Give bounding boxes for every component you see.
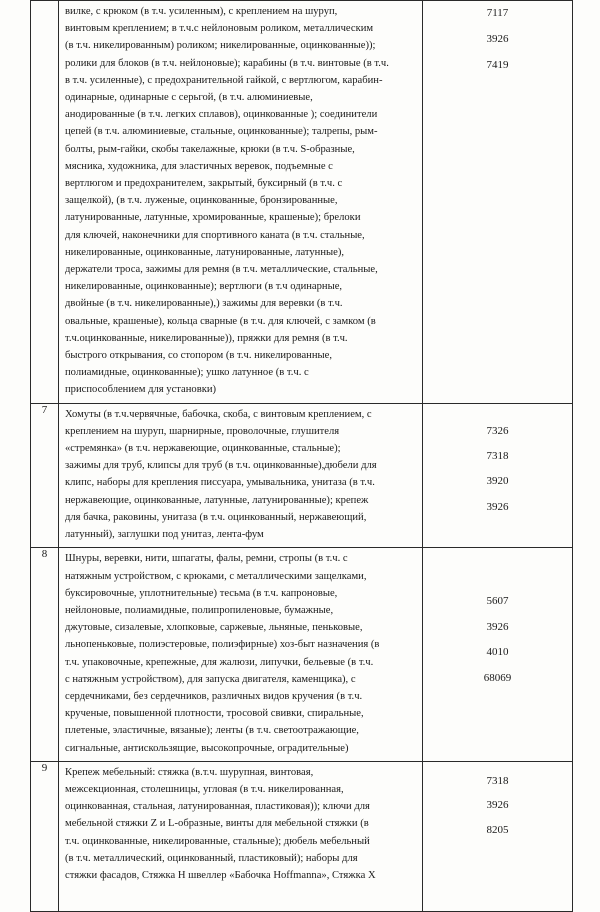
goods-description <box>59 403 423 548</box>
description-line: держатели троса, зажимы для ремня (в т.ч. металлические, стальные, <box>65 264 378 276</box>
description-text <box>59 548 422 760</box>
description-line: анодированные (в т.ч. легких сплавов), оцинкованные ); соединители <box>65 109 378 121</box>
table-row <box>31 761 573 911</box>
description-line: клипс, наборы для крепления писсуара, умывальника, унитаза (в т.ч. <box>65 477 375 489</box>
table-row <box>31 403 573 548</box>
code-value: 7326 <box>486 424 509 437</box>
description-line: межсекционная, столешницы, угловая (в т.ч. никелированная, <box>65 783 344 795</box>
description-line: т.ч. оцинкованные, никелированные, стальные); дюбель мебельный <box>65 835 370 847</box>
description-line: Хомуты (в т.ч.червячные, бабочка, скоба, с винтовым креплением, с <box>65 408 372 420</box>
description-line: никелированные, оцинкованные, латунированные, латунные), <box>65 246 345 258</box>
table-row <box>31 1 573 404</box>
row-number: 7 <box>31 403 59 548</box>
description-line: ролики для блоков (в т.ч. нейлоновые); карабины (в т.ч. винтовые (в т.ч. <box>65 57 389 69</box>
code-value: 3926 <box>486 500 509 513</box>
description-line: латунный), заглушки под унитаз, лента-фум <box>65 529 264 541</box>
description-line: стяжки фасадов, Стяжка H швеллер «Бабочка Hoffmanna», Стяжка X <box>65 869 376 881</box>
code-value: 7117 <box>486 7 509 19</box>
description-line: болты, рым-гайки, скобы такелажные, крюки (в т.ч. S-образные, <box>65 143 355 155</box>
code-value: 4010 <box>486 646 509 659</box>
description-line: быстрого открывания, со стопором (в т.ч. никелированные, <box>65 350 332 362</box>
description-line: сигнальные, антискользящие, высокопрочные, оградительные) <box>65 742 349 754</box>
code-value: 5607 <box>486 595 509 608</box>
description-line: латунированные, латунные, хромированные, крашеные); брелоки <box>65 212 361 224</box>
description-line: плетеные, эластичные, вязаные); ленты (в т.ч. светоотражающие, <box>65 725 359 737</box>
description-line: креплением на шуруп, шарнирные, проволочные, глушителя <box>65 425 340 437</box>
goods-description <box>59 548 423 761</box>
code-value: 68069 <box>483 672 512 685</box>
description-line: натяжным устройством, с крюками, с металлическими защелками, <box>65 570 367 582</box>
description-line: т.ч. упаковочные, крепежные, для жалюзи, липучки, бельевые (в т.ч. <box>65 656 374 668</box>
description-line: двойные (в т.ч. никелированные),) зажимы для веревки (в т.ч. <box>65 298 343 310</box>
description-text <box>59 1 422 403</box>
goods-description <box>59 761 423 911</box>
description-line: мясника, художника, для эластичных веревок, подъемные с <box>65 160 333 172</box>
description-line: нержавеющие, оцинкованные, латунные, латунированные); крепеж <box>65 494 369 506</box>
row-number: 8 <box>31 548 59 761</box>
description-line: никелированные, оцинкованные); вертлюги (в т.ч одинарные, <box>65 281 343 293</box>
description-line: цепей (в т.ч. алюминиевые, стальные, оцинкованные); талрепы, рым- <box>65 126 378 138</box>
code-value: 3920 <box>486 474 509 487</box>
description-line: Крепеж мебельный: стяжка (в.т.ч. шурупная, винтовая, <box>65 766 314 778</box>
row-number: 9 <box>31 761 59 911</box>
description-line: Шнуры, веревки, нити, шпагаты, фалы, ремни, стропы (в т.ч. с <box>65 553 348 565</box>
description-line: нейлоновые, полиамидные, полипропиленовые, бумажные, <box>65 604 334 616</box>
code-value: 7419 <box>486 59 509 71</box>
goods-description <box>59 1 423 404</box>
description-line: приспособлением для установки) <box>65 384 217 396</box>
description-line: полиамидные, оцинкованные); ушко латунное (в т.ч. с <box>65 367 309 379</box>
code-value: 7318 <box>486 449 509 462</box>
code-value: 8205 <box>486 823 509 836</box>
description-text <box>59 404 422 548</box>
description-line: «стремянка» (в т.ч. нержавеющие, оцинкованные, стальные); <box>65 443 341 455</box>
description-line: защелкой), (в т.ч. луженые, оцинкованные, бронзированные, <box>65 195 338 207</box>
description-line: оцинкованная, стальная, латунированная, пластиковая)); ключи для <box>65 801 370 813</box>
description-line: винтовым креплением; в т.ч.с нейлоновым роликом, металлическим <box>65 23 374 35</box>
description-line: мебельной стяжки Z и L-образные, винты для мебельной стяжки (в <box>65 818 369 830</box>
tnved-codes <box>423 403 573 548</box>
code-value: 3926 <box>486 798 509 811</box>
description-line: (в т.ч. металлический, оцинкованный, пластиковый); наборы для <box>65 852 358 864</box>
description-line: для бачка, раковины, унитаза (в т.ч. оцинкованный, нержавеющий, <box>65 511 367 523</box>
code-value: 3926 <box>486 621 509 634</box>
description-line: вертлюгом и предохранителем, закрытый, буксирный (в т.ч. с <box>65 178 343 190</box>
tnved-codes <box>423 548 573 761</box>
description-line: крученые, повышенной плотности, тросовой свивки, спиральные, <box>65 708 364 720</box>
row-number <box>31 1 59 404</box>
tnved-codes <box>423 1 573 404</box>
description-text <box>59 762 422 888</box>
table-row <box>31 548 573 761</box>
description-line: (в т.ч. никелированным) роликом; никелированные, оцинкованные)); <box>65 40 376 52</box>
description-line: зажимы для труб, клипсы для труб (в т.ч. оцинкованные),дюбели для <box>65 460 377 472</box>
description-line: овальные, крашеные), кольца сварные (в т.ч. для ключей, с замком (в <box>65 315 376 327</box>
goods-table <box>30 0 573 912</box>
description-line: в т.ч. усиленные), с предохранительной гайкой, с вертлюгом, карабин- <box>65 74 383 86</box>
description-line: буксировочные, уплотнительные) тесьма (в т.ч. капроновые, <box>65 587 338 599</box>
description-line: сердечниками, без сердечников, различных видов кручения (в т.ч. <box>65 690 363 702</box>
description-line: с натяжным устройством), для запуска двигателя, каменщика), с <box>65 673 356 685</box>
description-line: вилке, с крюком (в т.ч. усиленным), с креплением на шуруп, <box>65 6 338 17</box>
description-line: т.ч.оцинкованные, никелированные)), пряжки для ремня (в т.ч. <box>65 332 348 344</box>
code-value: 7318 <box>486 774 509 787</box>
code-value: 3926 <box>486 33 509 45</box>
description-line: джутовые, сизалевые, хлопковые, саржевые, льняные, пеньковые, <box>65 622 363 634</box>
tnved-codes <box>423 761 573 911</box>
description-line: для ключей, наконечники для спортивного каната (в т.ч. стальные, <box>65 229 365 241</box>
description-line: одинарные, одинарные с серьгой, (в т.ч. алюминиевые, <box>65 92 313 104</box>
description-line: льнопеньковые, полиэстеровые, полиэфирные) хоз-быт назначения (в <box>65 639 380 651</box>
